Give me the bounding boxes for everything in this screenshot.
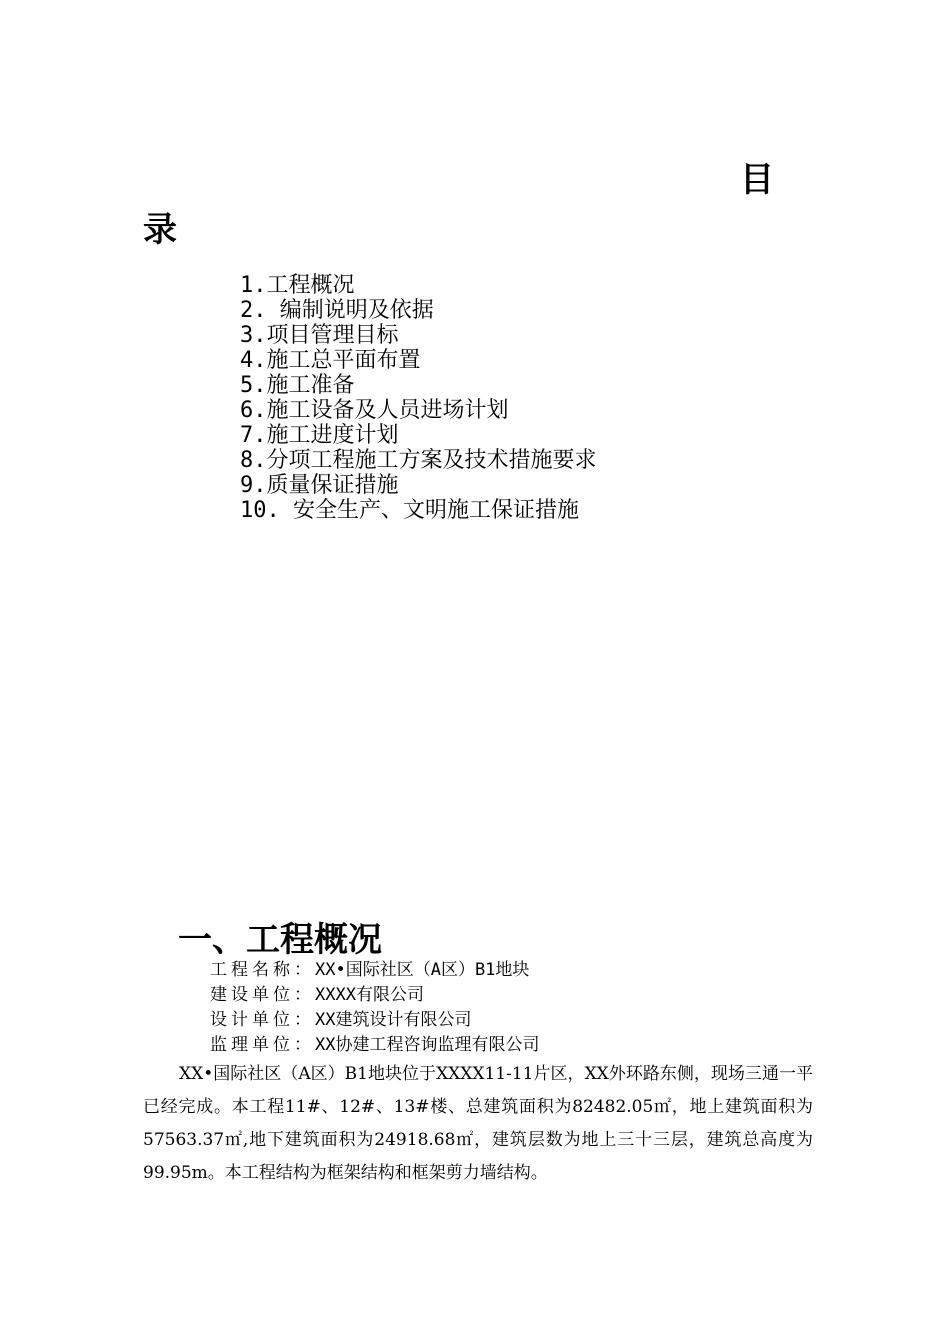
supervisor-label: 监理单位： (210, 1035, 315, 1055)
toc-item[interactable]: 9.质量保证措施 (240, 473, 399, 498)
toc-item[interactable]: 1.工程概况 (240, 273, 355, 298)
supervisor-value: XX协建工程咨询监理有限公司 (315, 1035, 540, 1055)
toc-title-second-char: 录 (143, 210, 177, 250)
designer-row (210, 1009, 471, 1031)
designer-value: XX建筑设计有限公司 (315, 1010, 472, 1030)
toc-item[interactable]: 4.施工总平面布置 (240, 348, 421, 373)
project-name-value: XX•国际社区（A区）B1地块 (315, 960, 530, 980)
project-name-row (210, 959, 529, 981)
toc-item[interactable]: 3.项目管理目标 (240, 323, 399, 348)
builder-value: XXXX有限公司 (315, 985, 424, 1005)
section-heading: 一、工程概况 (178, 920, 382, 960)
toc-item[interactable]: 10. 安全生产、文明施工保证措施 (240, 498, 579, 523)
designer-label: 设计单位： (210, 1010, 315, 1030)
toc-title-first-char: 目 (740, 160, 774, 200)
toc-item[interactable]: 2. 编制说明及依据 (240, 298, 434, 323)
toc-item[interactable]: 5.施工准备 (240, 373, 355, 398)
builder-label: 建设单位： (210, 985, 315, 1005)
project-description: XX•国际社区（A区）B1地块位于XXXX11-11片区，XX外环路东侧，现场三通一平已经完成。本工程11#、12#、13#楼、总建筑面积为82482.05㎡，地上建筑面积为57563.37㎡,地下建筑面积为24918.68㎡，建筑层数为地上三十三层，建筑总高度为99.95m。本工程结构为框架结构和框架剪力墙结构。 (143, 1064, 813, 1183)
toc-list (240, 273, 597, 523)
builder-row (210, 984, 424, 1006)
toc-item[interactable]: 8.分项工程施工方案及技术措施要求 (240, 448, 597, 473)
toc-item[interactable]: 7.施工进度计划 (240, 423, 399, 448)
supervisor-row (210, 1034, 539, 1056)
toc-item[interactable]: 6.施工设备及人员进场计划 (240, 398, 509, 423)
project-name-label: 工程名称： (210, 960, 315, 980)
